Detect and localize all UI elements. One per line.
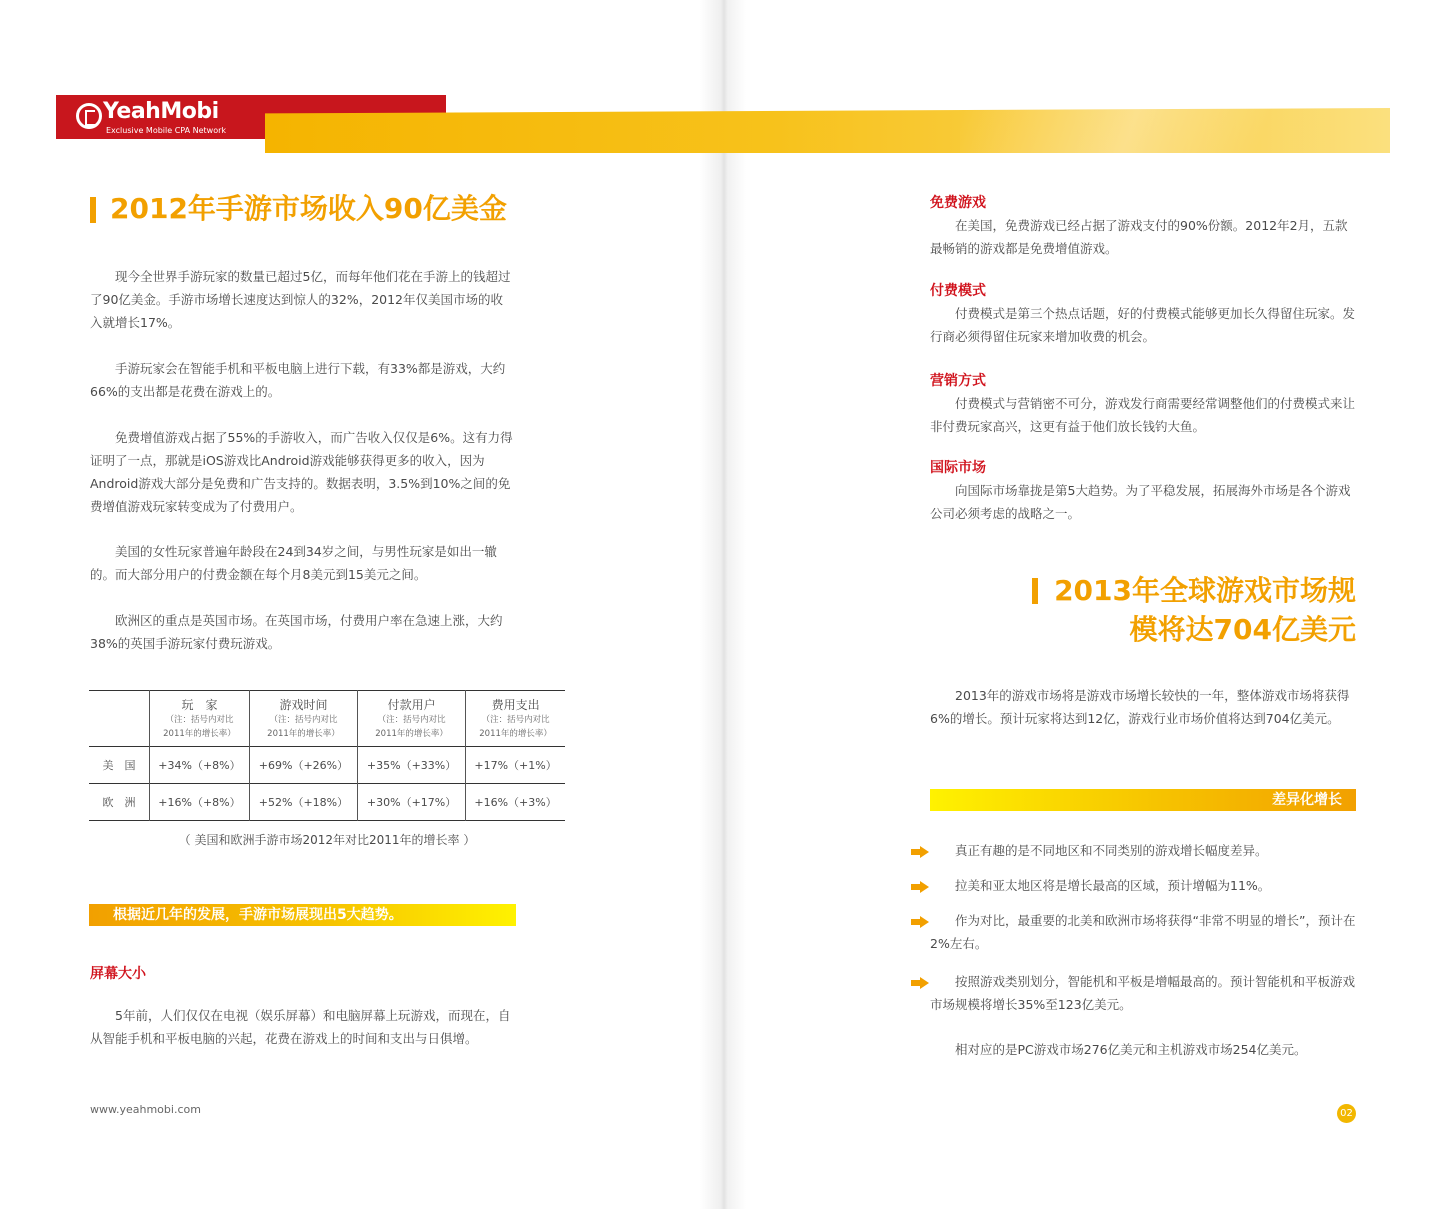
right-title-line2: 模将达704亿美元 [1129,613,1356,646]
table-row [89,747,565,784]
logo-tagline: Exclusive Mobile CPA Network [106,126,227,135]
row-label: 欧 洲 [102,796,136,809]
page-number: 02 [1337,1104,1356,1123]
table-cell: +30%（+17%） [358,784,466,821]
right-title-line1: 2013年全球游戏市场规 [1054,574,1356,607]
right-intro: 2013年的游戏市场将是游戏市场增长较快的一年，整体游戏市场将获得6%的增长。预计玩家将达到12亿，游戏行业市场价值将达到704亿美元。 [930,688,1350,726]
column-note: （注：括号内对比 [165,715,234,725]
column-note: （注：括号内对比 [269,715,338,725]
table-cell: +16%（+8%） [150,784,250,821]
bullet-item: 按照游戏类别划分，智能机和平板是增幅最高的。预计智能机和平板游戏市场规模将增长35%至123亿美元。 [930,974,1356,1012]
arrow-right-icon [911,977,929,989]
left-paragraph-1: 现今全世界手游玩家的数量已超过5亿，而每年他们花在手游上的钱超过了90亿美金。手游市场增长速度达到惊人的32%，2012年仅美国市场的收入就增长17%。 [90,269,511,330]
bullet-item: 拉美和亚太地区将是增长最高的区域，预计增幅为11%。 [955,878,1271,893]
column-note: （注：括号内对比 [377,715,446,725]
section-text-international: 向国际市场靠拢是第5大趋势。为了平稳发展，拓展海外市场是各个游戏公司必须考虑的战略之一。 [930,483,1351,521]
column-note: 2011年的增长率） [163,729,236,739]
table-header-cell [249,691,357,747]
section-heading-marketing: 营销方式 [930,373,986,389]
column-label: 费用支出 [491,698,540,712]
table-cell: +17%（+1%） [466,747,565,784]
closing-text: 相对应的是PC游戏市场276亿美元和主机游戏市场254亿美元。 [955,1042,1307,1057]
footer-url: www.yeahmobi.com [90,1103,201,1116]
arrow-right-icon [911,916,929,928]
section-text-payment: 付费模式是第三个热点话题，好的付费模式能够更加长久得留住玩家。发行商必须得留住玩家来增加收费的机会。 [930,306,1356,344]
arrow-right-icon [911,881,929,893]
table-row [89,784,565,821]
section-text-free: 在美国，免费游戏已经占据了游戏支付的90%份额。2012年2月，五款最畅销的游戏都是免费增值游戏。 [930,218,1348,256]
section-heading-international: 国际市场 [930,460,986,476]
table-caption: （ 美国和欧洲手游市场2012年对比2011年的增长率 ） [178,833,476,847]
growth-table [89,690,565,821]
arrow-right-icon [911,846,929,858]
title-marker [1032,578,1038,604]
column-note: 2011年的增长率） [267,729,340,739]
table-header-cell [358,691,466,747]
left-title: 2012年手游市场收入90亿美金 [110,192,507,225]
bullet-item: 作为对比，最重要的北美和欧洲市场将获得“非常不明显的增长”，预计在2%左右。 [930,913,1356,951]
column-label: 玩 家 [181,698,218,712]
table-cell: +34%（+8%） [150,747,250,784]
left-paragraph-4: 美国的女性玩家普遍年龄段在24到34岁之间，与男性玩家是如出一辙的。而大部分用户的付费金额在每个月8美元到15美元之间。 [90,544,497,582]
screen-size-heading: 屏幕大小 [90,966,146,982]
table-cell: +69%（+26%） [249,747,357,784]
trend-highlight-bar: 根据近几年的发展，手游市场展现出5大趋势。 [89,904,516,926]
screen-size-text: 5年前，人们仅仅在电视（娱乐屏幕）和电脑屏幕上玩游戏，而现在，自从智能手机和平板电脑的兴起，花费在游戏上的时间和支出与日俱增。 [90,1008,511,1046]
logo-name: YeahMobi [103,99,219,124]
book-gutter [700,0,746,1209]
column-note: 2011年的增长率） [479,729,552,739]
column-note: （注：括号内对比 [481,715,550,725]
title-marker [90,197,96,223]
table-cell: +35%（+33%） [358,747,466,784]
table-header-row [89,691,565,747]
left-paragraph-3: 免费增值游戏占据了55%的手游收入，而广告收入仅仅是6%。这有力得证明了一点，那就是iOS游戏比Android游戏能够获得更多的收入，因为Android游戏大部分是免费和广告支持的。数据表明，3.5%到10%之间的免费增值游戏玩家转变成为了付费用户。 [90,430,513,514]
left-paragraph-5: 欧洲区的重点是英国市场。在英国市场，付费用户率在急速上涨，大约38%的英国手游玩家付费玩游戏。 [90,613,503,651]
row-label: 美 国 [102,759,136,772]
section-text-marketing: 付费模式与营销密不可分，游戏发行商需要经常调整他们的付费模式来让非付费玩家高兴，这更有益于他们放长钱钓大鱼。 [930,396,1356,434]
column-label: 付款用户 [387,698,436,712]
column-label: 游戏时间 [279,698,328,712]
diff-growth-bar: 差异化增长 [930,789,1356,811]
table-cell: +16%（+3%） [466,784,565,821]
section-heading-free: 免费游戏 [930,195,986,211]
table-cell: +52%（+18%） [249,784,357,821]
left-paragraph-2: 手游玩家会在智能手机和平板电脑上进行下载，有33%都是游戏，大约66%的支出都是花费在游戏上的。 [90,361,506,399]
table-header-cell [150,691,250,747]
table-corner [89,691,150,747]
banner-highlight [960,108,1390,153]
section-heading-payment: 付费模式 [930,283,986,299]
bullet-item: 真正有趣的是不同地区和不同类别的游戏增长幅度差异。 [955,843,1268,858]
table-header-cell [466,691,565,747]
column-note: 2011年的增长率） [375,729,448,739]
logo-icon [76,103,102,129]
